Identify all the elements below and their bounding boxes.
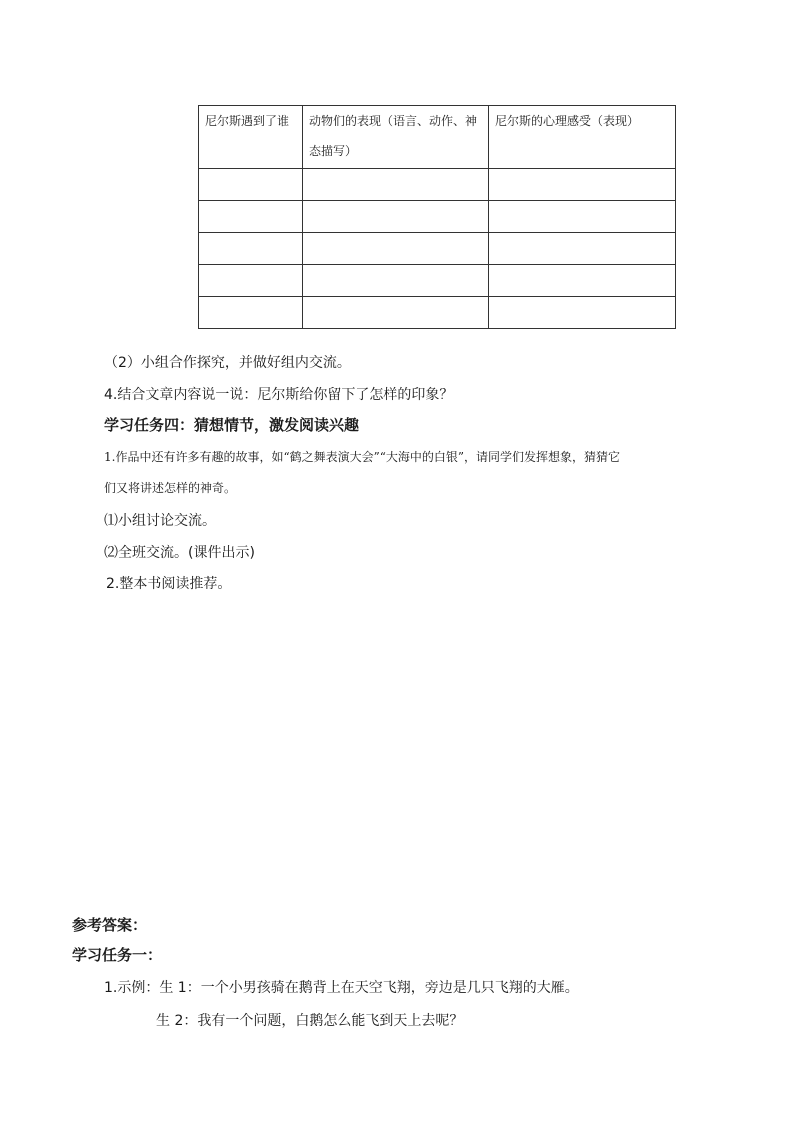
table-cell[interactable]: [303, 233, 489, 265]
table-header-cell: 尼尔斯的心理感受（表现）: [489, 106, 676, 169]
table-header-row: [199, 106, 676, 169]
task-4-paragraph-line-1: 1.作品中还有许多有趣的故事，如“鹤之舞表演大会”“大海中的白银”，请同学们发挥想象，猜猜它: [104, 450, 620, 464]
task-4-item-2: 2.整本书阅读推荐。: [106, 576, 232, 592]
table-cell[interactable]: [199, 297, 303, 329]
task-4-paragraph-line-2: 们又将讲述怎样的神奇。: [104, 481, 237, 495]
table-cell[interactable]: [303, 297, 489, 329]
table-cell[interactable]: [489, 233, 676, 265]
task-4-sub-1: ⑴小组讨论交流。: [104, 513, 216, 529]
table-row: [199, 265, 676, 297]
table-cell[interactable]: [199, 201, 303, 233]
step-2-text: （2）小组合作探究，并做好组内交流。: [104, 355, 351, 371]
table-row: [199, 169, 676, 201]
worksheet-table: [198, 105, 676, 329]
table-cell[interactable]: [199, 233, 303, 265]
table-cell[interactable]: [303, 169, 489, 201]
table-cell[interactable]: [199, 265, 303, 297]
question-4-text: 4.结合文章内容说一说：尼尔斯给你留下了怎样的印象？: [104, 387, 454, 403]
answers-heading: 参考答案：: [72, 916, 148, 934]
table-cell[interactable]: [489, 265, 676, 297]
table-row: [199, 233, 676, 265]
answer-1-line-1: 1.示例：生 1：一个小男孩骑在鹅背上在天空飞翔，旁边是几只飞翔的大雁。: [104, 980, 579, 996]
table-row: [199, 297, 676, 329]
table-row: [199, 201, 676, 233]
table-cell[interactable]: [489, 201, 676, 233]
table-header-cell: 动物们的表现（语言、动作、神态描写）: [303, 106, 489, 169]
table-cell[interactable]: [489, 169, 676, 201]
task-4-sub-2: ⑵全班交流。(课件出示): [104, 545, 255, 561]
table-cell[interactable]: [199, 169, 303, 201]
answer-1-line-2: 生 2：我有一个问题，白鹅怎么能飞到天上去呢？: [156, 1013, 464, 1029]
task-4-heading: 学习任务四：猜想情节，激发阅读兴趣: [104, 416, 360, 434]
table-cell[interactable]: [303, 265, 489, 297]
table-header-cell: 尼尔斯遇到了谁: [199, 106, 303, 169]
task-1-heading: 学习任务一：: [72, 946, 163, 964]
table-cell[interactable]: [303, 201, 489, 233]
table-cell[interactable]: [489, 297, 676, 329]
